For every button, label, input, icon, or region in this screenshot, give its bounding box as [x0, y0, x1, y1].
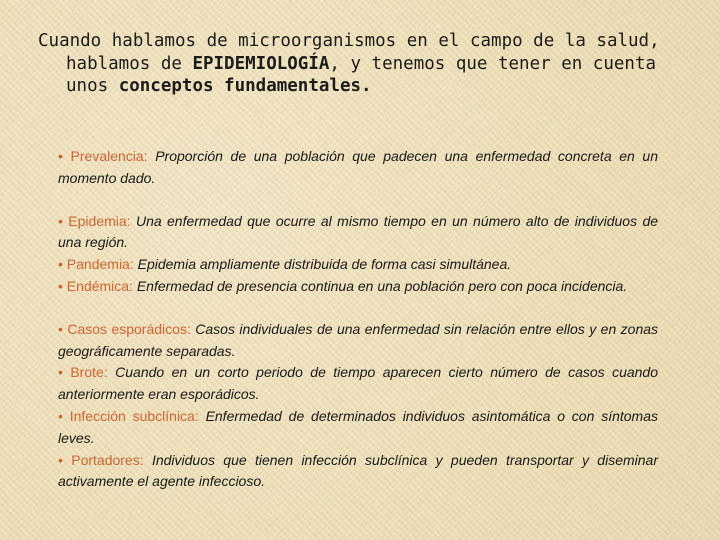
definition-item-casos-esporadicos [58, 319, 658, 363]
definition-text: Individuos que tienen infección subclínica y pueden transportar y diseminar activamente el agente infeccioso. [58, 451, 658, 490]
heading-line-1 [38, 30, 698, 53]
definition-item-portadores [58, 450, 658, 494]
bullet-icon: • [58, 320, 63, 337]
bullet-icon: • [58, 451, 63, 468]
bullet-icon: • [58, 364, 63, 381]
heading-line-3 [38, 75, 698, 98]
definition-item-pandemia [58, 254, 658, 276]
definition-text: Enfermedad de presencia continua en una población pero con poca incidencia. [136, 277, 628, 294]
definition-item-prevalencia [58, 146, 658, 190]
definition-term: Casos esporádicos: [67, 320, 191, 337]
definition-text: Proporción de una población que padecen una enfermedad concreta en un momento dado. [58, 148, 658, 186]
definition-group [58, 146, 658, 190]
heading-text: unos [66, 76, 119, 96]
heading-text: Cuando hablamos de microorganismos en el campo de la salud, [38, 31, 660, 51]
slide-heading [38, 30, 698, 98]
definition-term: Epidemia: [68, 212, 131, 229]
definition-term: Infección subclínica: [69, 407, 199, 424]
definition-text: Una enfermedad que ocurre al mismo tiempo en un número alto de individuos de una región. [58, 212, 659, 251]
heading-text: hablamos de [66, 53, 193, 74]
definition-term: Endémica: [66, 277, 133, 294]
definition-term: Prevalencia: [70, 148, 148, 164]
heading-line-2 [38, 53, 698, 76]
bullet-icon: • [58, 212, 63, 229]
definition-item-infeccion-subclinica [58, 406, 658, 450]
definition-text: Casos individuales de una enfermedad sin relación entre ellos y en zonas geográficamente separadas. [58, 320, 659, 359]
definition-item-brote [58, 362, 658, 406]
definition-term: Pandemia: [66, 256, 134, 273]
definition-term: Brote: [70, 364, 108, 381]
bullet-icon: • [58, 256, 63, 273]
heading-keyword-conceptos: conceptos fundamentales. [118, 76, 372, 96]
bullet-icon: • [58, 407, 63, 424]
definition-text: Enfermedad de determinados individuos asintomática o con síntomas leves. [58, 407, 658, 446]
definition-group [58, 211, 658, 298]
bullet-icon: • [58, 277, 63, 294]
heading-keyword-epidemiologia: EPIDEMIOLOGÍA [192, 53, 330, 74]
definition-text: Cuando en un corto periodo de tiempo aparecen cierto número de casos cuando anteriormente eran esporádicos. [58, 364, 659, 403]
definition-text: Epidemia ampliamente distribuida de forma casi simultánea. [137, 256, 512, 273]
definition-group [58, 319, 658, 493]
bullet-icon: • [58, 148, 63, 164]
definition-item-endemica [58, 276, 658, 298]
definitions-list [58, 146, 658, 514]
definition-term: Portadores: [71, 451, 144, 468]
heading-text: , y tenemos que tener en cuenta [329, 53, 657, 74]
definition-item-epidemia [58, 211, 658, 255]
